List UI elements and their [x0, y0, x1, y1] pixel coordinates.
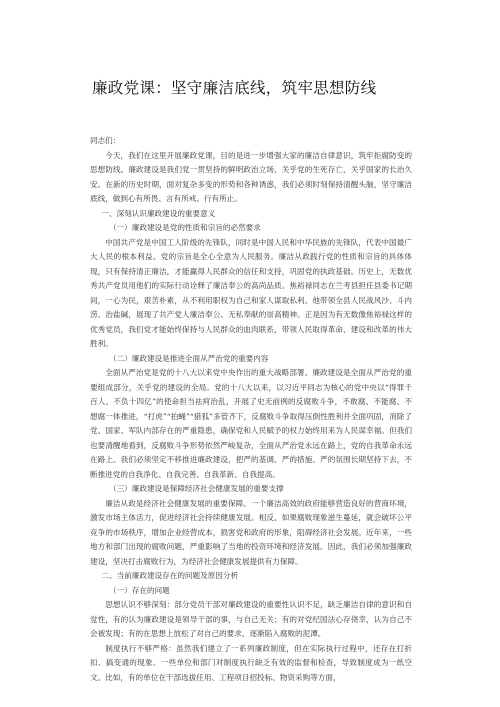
- subsection-heading-1-2: （二）廉政建设是推进全面从严治党的重要内容: [109, 353, 269, 363]
- subsection-heading-1-3: （三）廉政建设是保障经济社会健康发展的重要支撑: [109, 484, 284, 493]
- intro-paragraph: 今天，我们在这里开展廉政党课，目的是进一步增强大家的廉洁自律意识，筑牢拒腐防变的思想防线。廉政建设是我们党一贯坚持的鲜明政治立场，关乎党的生死存亡，关乎国家的长治久安。在新的历史时期，面对复杂多变的形势和各种诱惑，我们必须时刻保持清醒头脑，坚守廉洁底线，做到心有所畏、言有所戒、行有所止。: [90, 150, 412, 203]
- paragraph-2-1a: 思想认识不够深刻：部分党员干部对廉政建设的重要性认识不足，缺乏廉洁自律的意识和自觉性，有的认为廉政建设是领导干部的事，与自己无关；有的对党纪国法心存侥幸，认为自己不会被发现；有的在思想上放松了对自己的要求，逐渐陷入腐败的泥潭。: [90, 600, 412, 638]
- document-title: 廉政党课：坚守廉洁底线，筑牢思想防线: [92, 79, 377, 97]
- section-heading-1: 一、深刻认识廉政建设的重要意义: [101, 208, 216, 218]
- paragraph-1-3: 廉洁从政是经济社会健康发展的重要保障。一个廉洁高效的政府能够营造良好的营商环境，激发市场主体活力，促进经济社会持续健康发展。相反，如果腐败现象滋生蔓延，就会破坏公平竞争的市场秩序，增加企业经营成本，损害党和政府的形象，阻碍经济社会发展。近年来，一些地方和部门出现的腐败问题，严重影响了当地的投资环境和经济发展。因此，我们必须加强廉政建设，坚决打击腐败行为，为经济社会健康发展提供有力保障。: [90, 498, 412, 566]
- paragraph-2-1b: 制度执行不够严格：虽然我们建立了一系列廉政制度，但在实际执行过程中，还存在打折扣、搞变通的现象。一些单位和部门对制度执行缺乏有效的监督和检查，导致制度成为一纸空文。比如，有的单位在干部选拔任用、工程项目招投标、物资采购等方面，: [90, 643, 412, 682]
- subsection-heading-2-1: （一）存在的问题: [109, 585, 170, 595]
- document-body: [90, 134, 412, 685]
- paragraph-1-1: 中国共产党是中国工人阶级的先锋队，同时是中国人民和中华民族的先锋队，代表中国最广大人民的根本利益。党的宗旨是全心全意为人民服务。廉洁从政践行党的性质和宗旨的具体体现，只有保持清正廉洁，才能赢得人民群众的信任和支持，巩固党的执政基础。历史上，无数优秀共产党员用他们的实际行动诠释了廉洁奉公的高尚品质。焦裕禄同志在兰考县担任县委书记期间，一心为民，艰苦朴素，从不利用职权为自己和家人谋取私利。他带领全县人民战风沙、斗内涝、治盐碱，展现了共产党人廉洁奉公、无私奉献的崇高精神。正是因为有无数像焦裕禄这样的优秀党员，我们党才能始终保持与人民群众的血肉联系，带领人民取得革命、建设和改革的伟大胜利。: [90, 237, 412, 348]
- salutation: 同志们：: [90, 136, 121, 145]
- section-heading-2: 二、当前廉政建设存在的问题及原因分析: [101, 571, 239, 580]
- paragraph-1-2: 全面从严治党是党的十八大以来党中央作出的重大战略部署。廉政建设是全面从严治党的重要组成部分，关乎党的建设的全局。党的十八大以来，以习近平同志为核心的党中央以“得罪千百人、不负十四亿”的使命担当祛疴治乱，开展了史无前例的反腐败斗争，不敢腐、不能腐、不想腐一体推进，“打虎”“拍蝇”“猎狐”多管齐下，反腐败斗争取得压倒性胜利并全面巩固，消除了党、国家、军队内部存在的严重隐患，确保党和人民赋予的权力始终用来为人民谋幸福。但我们也要清醒地看到，反腐败斗争形势依然严峻复杂，全面从严治党永远在路上，党的自我革命永远在路上。我们必须坚定不移推进廉政建设，把严的基调、严的措施、严的氛围长期坚持下去，不断推进党的自我净化、自我完善、自我革新、自我提高。: [90, 368, 412, 479]
- subsection-heading-1-1: （一）廉政建设是党的性质和宗旨的必然要求: [109, 223, 261, 232]
